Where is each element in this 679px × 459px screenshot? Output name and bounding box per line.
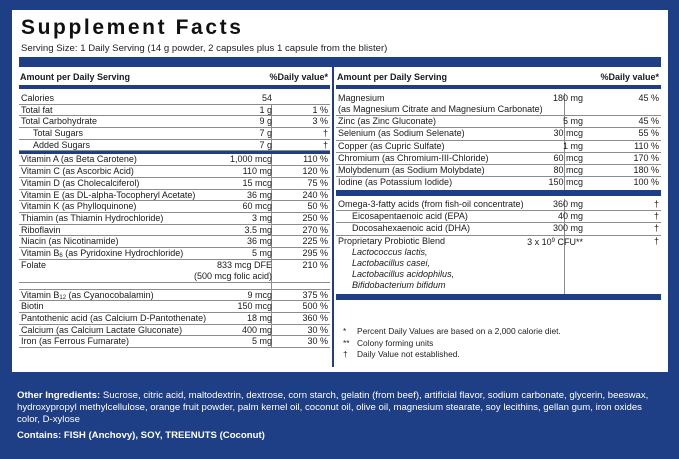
probiotic-row: Proprietary Probiotic Blend 3 x $10^9$ CFU** † Lactococcus lactis, Lactobacillus casei, Lactobacillus acidophilus, Bifidobacterium bifidum [336,236,661,294]
mineral-row-chromium: Chromium (as Chromium-III-Chloride) 60 mcg 170 % [336,153,661,165]
nutrient-row-vitamin-d: Vitamin D (as Cholecalciferol) 15 mcg 75 % [21,177,328,188]
mineral-row-molybdenum: Molybdenum (as Sodium Molybdate) 80 mcg 180 % [336,165,661,177]
nutrient-row-niacin: Niacin (as Nicotinamide) 36 mg 225 % [21,236,328,247]
panel-title: Supplement Facts [21,16,244,39]
column-divider [332,67,334,367]
mineral-row-iodine: Iodine (as Potassium Iodide) 150 mcg 100 % [336,177,661,189]
mineral-row-copper: Copper (as Cupric Sulfate) 1 mg 110 % [336,141,661,153]
nutrient-row-biotin: Biotin 150 mcg 500 % [21,301,328,312]
supplement-facts-panel [12,10,668,372]
dha-row: Docosahexaenoic acid (DHA) 300 mg † [336,223,661,235]
serving-size: Serving Size: 1 Daily Serving (14 g powder, 2 capsules plus 1 capsule from the blister) [21,43,388,54]
left-header-dv: %Daily value* [269,72,328,82]
left-header-amount: Amount per Daily Serving [20,72,131,82]
mineral-row-selenium: Selenium (as Sodium Selenate) 30 mcg 55 % [336,128,661,140]
nutrient-row-folate: Folate 833 mcg DFE (500 mcg folic acid) 210 % [21,259,328,281]
nutrient-row-vitamin-a: Vitamin A (as Beta Carotene) 1,000 mcg 110 % [21,154,328,165]
strain-1: Lactococcus lactis, [352,246,428,257]
nutrient-row-riboflavin: Riboflavin 3.5 mg 270 % [21,224,328,235]
mineral-row-magnesium: Magnesium (as Magnesium Citrate and Magnesium Carbonate) 180 mg 45 % [338,93,659,114]
nutrient-row-calcium: Calcium (as Calcium Lactate Gluconate) 400 mg 30 % [21,324,328,335]
contains-text: FISH (Anchovy), SOY, TREENUTS (Coconut) [63,430,265,441]
nutrient-row-total-sugars: Total Sugars 7 g † [19,128,330,140]
strain-2: Lactobacillus casei, [352,257,431,268]
nutrient-row-vitamin-b12: Vitamin B12 (as Cyanocobalamin) 9 mcg 375 % [21,289,328,301]
left-header [19,70,330,84]
nutrient-row-calories: Calories 54 [19,93,330,105]
right-column [336,70,661,300]
nutrient-row-vitamin-c: Vitamin C (as Ascorbic Acid) 110 mg 120 % [21,166,328,177]
strain-3: Lactobacillus acidophilus, [352,268,455,279]
other-ingredients [17,390,667,426]
right-bottom-bar [336,294,661,300]
footnote-not-established: † Daily Value not established. [343,349,460,359]
mineral-row-zinc: Zinc (as Zinc Gluconate) 5 mg 45 % [336,116,661,128]
omega3-row: Omega-3-fatty acids (from fish-oil concentrate) 360 mg † [336,199,661,211]
nutrient-row-vitamin-k: Vitamin K (as Phylloquinone) 60 mcg 50 % [21,201,328,212]
thick-divider-bar [19,57,661,67]
footnote-dv: * Percent Daily Values are based on a 2,000 calorie diet. [343,326,561,336]
right-header-dv: %Daily value* [600,72,659,82]
ingredients-label: Other Ingredients: [17,390,101,401]
contains-label: Contains: [17,430,62,441]
allergen-statement [17,430,265,441]
strain-4: Bifidobacterium bifidum [352,279,446,290]
nutrient-row-total-fat: Total fat 1 g 1 % [21,104,328,115]
nutrient-row-added-sugars: Added Sugars 7 g † [19,140,330,152]
footnotes [343,326,561,361]
epa-row: Eicosapentaenoic acid (EPA) 40 mg † [336,211,661,223]
right-header [336,70,661,84]
nutrient-row-thiamin: Thiamin (as Thiamin Hydrochloride) 3 mg 250 % [21,212,328,223]
nutrient-row-iron: Iron (as Ferrous Fumarate) 5 mg 30 % [21,336,328,347]
nutrient-row-pantothenic-acid: Pantothenic acid (as Calcium D-Pantothenate) 18 mg 360 % [21,313,328,323]
right-header-amount: Amount per Daily Serving [337,72,448,82]
ingredients-text: Sucrose, citric acid, maltodextrin, dextrose, corn starch, gelatin (from beef), artificial flavor, sodium carbonate, glycerin, beeswax, hydroxypropyl methylcellulose, orange fruit powder, palm kernel oil, coconut oil, olive oil, magnesium stearate, soy lecithins, gellan gum, iron oxides color, D-xylose [17,390,649,425]
nutrient-row-vitamin-b6: Vitamin B6 (as Pyridoxine Hydrochloride) 5 mg 295 % [21,247,328,259]
nutrient-row-total-carbohydrate: Total Carbohydrate 9 g 3 % [21,116,328,127]
footnote-cfu: ** Colony forming units [343,337,434,348]
nutrient-row-vitamin-e: Vitamin E (as DL-alpha-Tocopheryl Acetate) 36 mg 240 % [21,189,328,200]
left-column [19,70,330,348]
